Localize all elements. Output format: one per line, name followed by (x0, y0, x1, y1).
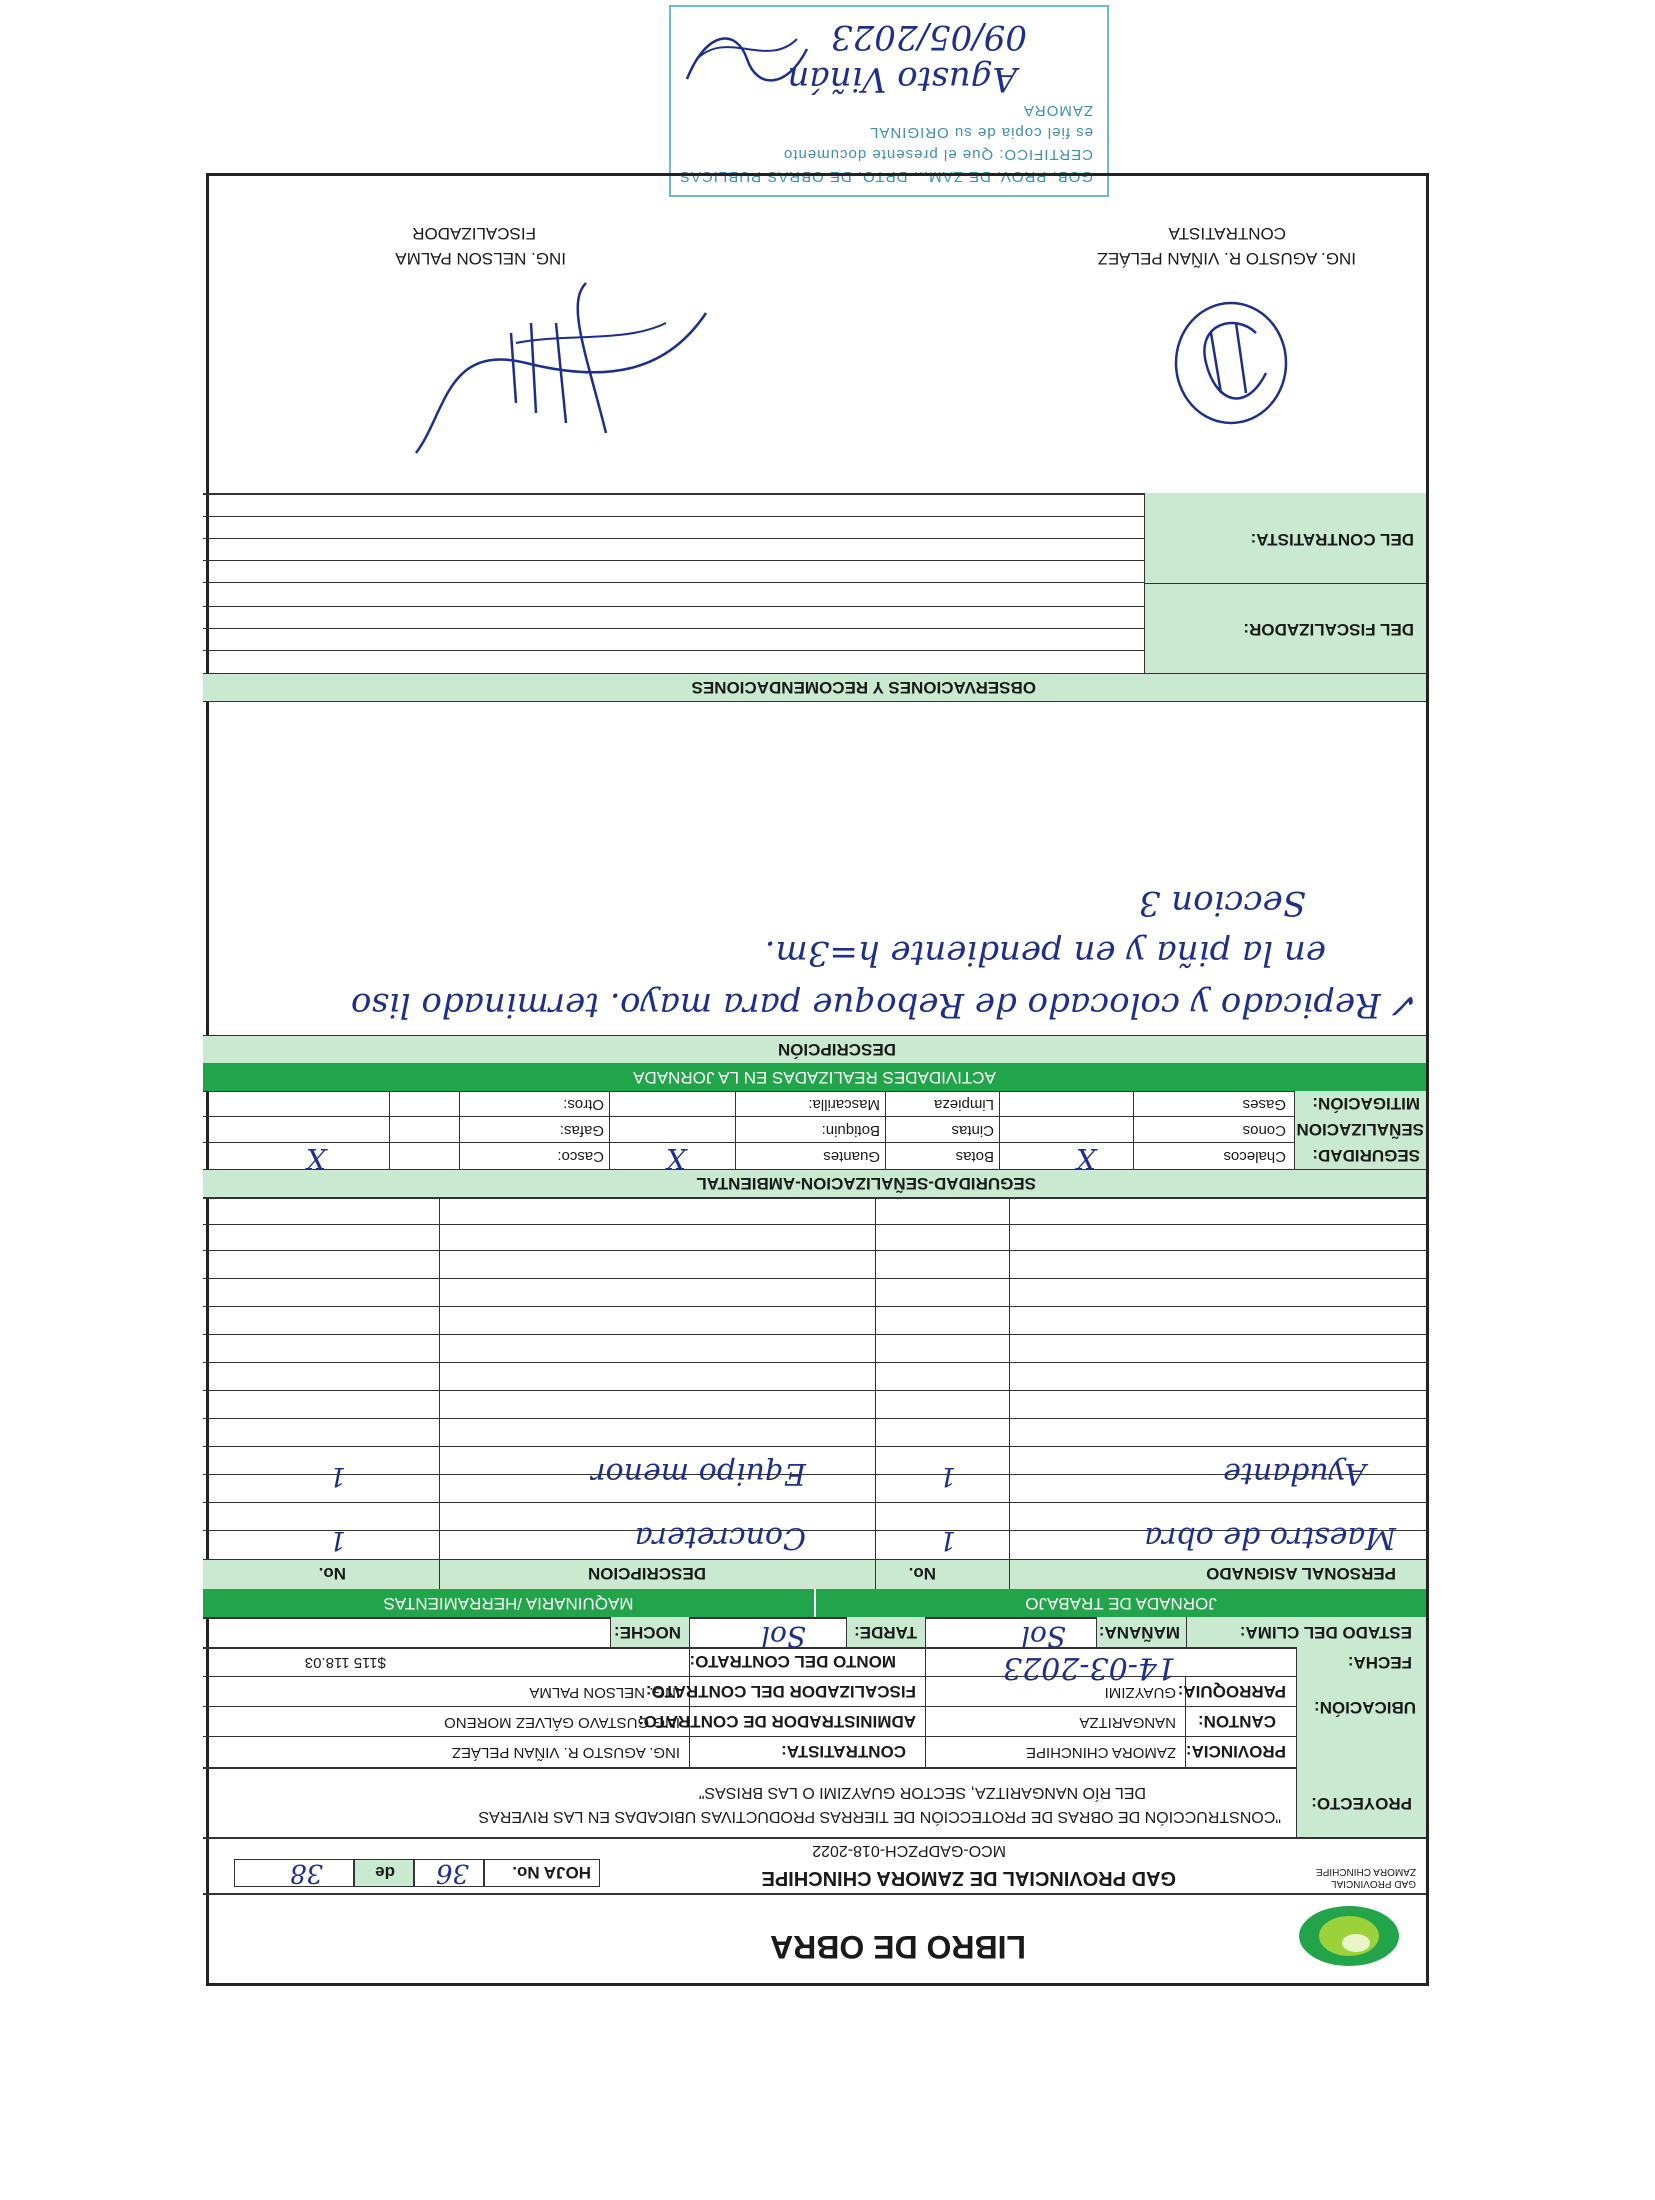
form-sheet (206, 173, 1429, 1986)
personnel-table (203, 1197, 1426, 1589)
col-descripcion: DESCRIPCION (587, 1564, 706, 1583)
guantes-label: Guantes (823, 1148, 880, 1165)
form-title: LIBRO DE OBRA (770, 1929, 1026, 1965)
fiscalizador-role: FISCALIZADOR (412, 224, 536, 243)
project-label: PROYECTO: (1311, 1794, 1412, 1813)
contract-code: MCO-GADPZCH-018-2022 (812, 1842, 1006, 1859)
fiscalizador-label: FISCALIZADOR DEL CONTRATO: (645, 1682, 916, 1701)
observations-block (203, 493, 1426, 673)
otros-label: Otros: (563, 1096, 604, 1113)
cintas-label: Cintas (951, 1122, 994, 1139)
activities-area (203, 701, 1426, 1035)
stamp-handwritten-name: Agusto Viñán (787, 59, 1017, 99)
actividades-bar: ACTIVIDADES REALIZADAS EN LA JORNADA (203, 1063, 1426, 1091)
org-row (203, 1837, 1426, 1893)
fiscalizador-signature (396, 273, 726, 473)
provincia-value: ZAMORA CHINCHIPE (1025, 1744, 1176, 1761)
contratista-label: CONTRATISTA: (781, 1742, 906, 1761)
stamp-line-4: ZAMORA (1022, 102, 1093, 119)
location-label: UBICACIÓN: (1314, 1698, 1416, 1717)
certification-stamp (669, 5, 1109, 197)
monto-value: $115 118.03 (304, 1654, 386, 1671)
administrador-label: ADMINISTRADOR DE CONTRATO: (638, 1712, 916, 1731)
de-value: 38 (289, 1858, 323, 1888)
weather-row (203, 1617, 1426, 1653)
tarde-label: TARDE: (854, 1623, 917, 1642)
conos-label: Conos (1242, 1122, 1286, 1139)
table-row-1-descripcion: Concretera (634, 1520, 806, 1555)
botas-label: Botas (955, 1148, 994, 1165)
canton-value: NANGARITZA (1079, 1714, 1176, 1731)
date-value: 14-03-2023 (1003, 1650, 1176, 1685)
maquinaria-bar: MAQUINARIA /HERRAMIENTAS (203, 1589, 814, 1617)
tarde-value: Sol (761, 1620, 806, 1653)
manana-value: Sol (1021, 1620, 1066, 1653)
activity-line-3: Seccion 3 (1138, 883, 1306, 923)
org-name: GAD PROVINCIAL DE ZAMORA CHINCHIPE (761, 1867, 1176, 1889)
noche-label: NOCHE: (613, 1623, 681, 1642)
gafas-label: Gafas: (559, 1122, 604, 1139)
stamp-line-1: GOB. PROV. DE ZAM... DPTO. DE OBRAS PUBLICAS (678, 168, 1093, 185)
obs-fiscalizador-label: DEL FISCALIZADOR: (1243, 620, 1414, 639)
activity-line-1: ✓ Repicado y colocado de Reboque para mayo. terminado liso (350, 985, 1420, 1025)
logo-caption: GAD PROVINCIAL ZAMORA CHINCHIPE (1315, 1866, 1416, 1889)
mascarilla-label: Mascarilla: (808, 1096, 880, 1113)
contratista-name: ING. AGUSTO R. VIÑAN PELÁEZ (1097, 249, 1356, 268)
obs-contratista-label: DEL CONTRATISTA: (1250, 530, 1414, 549)
project-row (203, 1767, 1426, 1837)
col-no-2: No. (318, 1564, 346, 1583)
signatures-area (203, 170, 1426, 493)
table-row-2-personal: Ayudante (1223, 1456, 1366, 1491)
form-header (203, 1893, 1426, 1983)
activity-line-2: en la piña y en pendiente h=3m. (764, 933, 1326, 973)
safety-block (203, 1091, 1426, 1175)
casco-mark: X (306, 1142, 326, 1175)
stamp-line-3: es fiel copia de su ORIGINAL (869, 124, 1093, 141)
table-row-2-descripcion: Equipo menor (591, 1456, 806, 1491)
table-row-1-personal: Maestro de obra (1144, 1520, 1396, 1555)
monto-label: MONTO DEL CONTRATO: (689, 1652, 896, 1671)
mitigacion-label: MITIGACIÓN: (1312, 1094, 1420, 1113)
parroquia-label: PARROQUIA: (1177, 1682, 1286, 1701)
table-row-1-no: 1 (939, 1525, 956, 1555)
de-label: de (375, 1863, 395, 1882)
descripcion-header: DESCRIPCIÓN (777, 1040, 896, 1059)
jornada-bar: JORNADA DE TRABAJO (814, 1589, 1426, 1617)
stamp-line-2: CERTIFICO: Que el presente documento (782, 146, 1093, 163)
botiquin-label: Botiquin: (821, 1122, 880, 1139)
project-text-line1: "CONSTRUCCIÓN DE OBRAS DE PROTECCIÓN DE TIERRAS PRODUCTIVAS UBICADAS EN LAS RIVERAS (478, 1808, 1281, 1825)
table-row-2-no: 1 (939, 1461, 956, 1491)
table-row-2-no2: 1 (329, 1461, 346, 1491)
fiscalizador-name: ING. NELSON PALMA (395, 249, 566, 268)
chalecos-mark: X (1076, 1142, 1096, 1175)
contratista-value: ING. AGUSTO R. VIÑAN PELÁEZ (451, 1744, 680, 1761)
hoja-label: HOJA No. (512, 1863, 591, 1882)
stamp-handwritten-date: 09/05/2023 (831, 17, 1027, 57)
provincia-label: PROVINCIA: (1185, 1742, 1286, 1761)
project-text-line2: DEL RÍO NANGARITZA, SECTOR GUAYZIMI O LAS BRISAS" (698, 1784, 1146, 1801)
canton-label: CANTON: (1197, 1712, 1276, 1731)
observaciones-header: OBSERVACIONES Y RECOMENDACIONES (691, 678, 1036, 697)
contratista-role: CONTRATISTA (1168, 224, 1286, 243)
gad-logo-icon (1294, 1901, 1404, 1971)
col-personal: PERSONAL ASIGNADO (1206, 1564, 1396, 1583)
date-row (926, 1647, 1426, 1685)
gases-label: Gases (1242, 1096, 1286, 1113)
limpieza-label: Limpieza (933, 1096, 994, 1113)
date-label: FECHA: (1347, 1653, 1412, 1672)
senalizacion-label: SEÑALIZACION (1296, 1120, 1424, 1139)
weather-label: ESTADO DEL CLIMA: (1239, 1623, 1412, 1642)
casco-label: Casco: (557, 1148, 604, 1165)
stamp-signature (677, 19, 817, 99)
seguridad-label: SEGURIDAD: (1312, 1146, 1420, 1165)
table-row-1-no2: 1 (329, 1525, 346, 1555)
guantes-mark: X (666, 1142, 686, 1175)
seguridad-bar: SEGURIDAD-SEÑALIZACION-AMBIENTAL (696, 1174, 1036, 1193)
fiscalizador-value: ING. NELSON PALMA (529, 1684, 680, 1701)
parroquia-value: GUAYZIMI (1104, 1684, 1176, 1701)
contratista-signature (1156, 293, 1306, 433)
chalecos-label: Chalecos (1223, 1148, 1286, 1165)
administrador-value: ING GUSTAVO GÁLVEZ MORENO (444, 1714, 680, 1731)
hoja-value: 36 (435, 1858, 469, 1888)
manana-label: MAÑANA: (1098, 1623, 1180, 1642)
col-no-1: No. (908, 1564, 936, 1583)
